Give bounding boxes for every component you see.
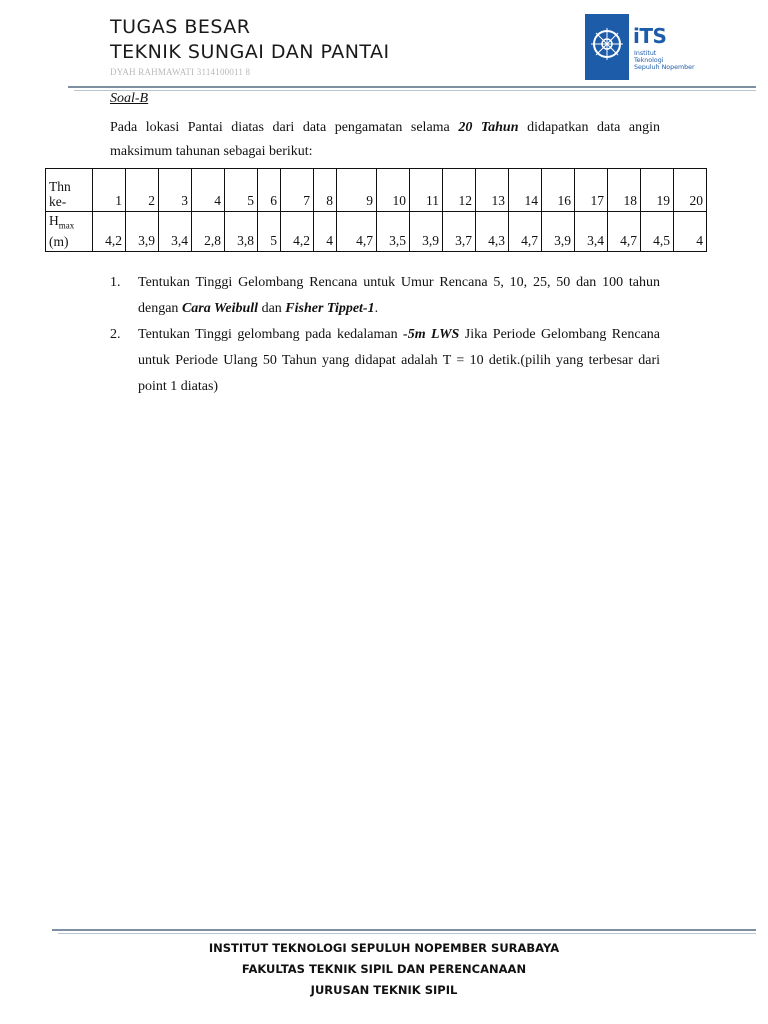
table-cell-year: 5 [225,169,258,212]
its-emblem-icon [585,14,629,80]
table-cell-hmax: 3,4 [575,212,608,252]
table-cell-year: 10 [377,169,410,212]
header-divider [68,86,756,88]
table-header-year: Thn ke- [46,169,93,212]
table-cell-hmax: 3,9 [126,212,159,252]
table-cell-hmax: 4 [314,212,337,252]
table-cell-year: 6 [258,169,281,212]
table-cell-year: 4 [192,169,225,212]
table-row-hmax [46,212,707,252]
table-cell-hmax: 3,9 [542,212,575,252]
wave-height-table [45,168,707,252]
table-cell-year: 18 [608,169,641,212]
table-row-years [46,169,707,212]
table-cell-hmax: 3,5 [377,212,410,252]
table-cell-hmax: 4,3 [476,212,509,252]
table-cell-hmax: 4,5 [641,212,674,252]
table-cell-hmax: 4,7 [608,212,641,252]
list-item: 1. Tentukan Tinggi Gelombang Rencana untuk Umur Rencana 5, 10, 25, 50 dan 100 tahun dengan Cara Weibull dan Fisher Tippet-1. [110,275,660,316]
table-cell-year: 19 [641,169,674,212]
footer-divider [52,929,756,931]
table-cell-year: 1 [93,169,126,212]
document-subtitle: TEKNIK SUNGAI DAN PANTAI [110,41,390,63]
table-cell-year: 2 [126,169,159,212]
list-item: 2. Tentukan Tinggi gelombang pada kedalaman -5m LWS Jika Periode Gelombang Rencana untuk Periode Ulang 50 Tahun yang didapat adalah T = 10 detik.(pilih yang terbesar dari point 1 diatas) [110,327,660,394]
table-cell-hmax: 3,9 [410,212,443,252]
document-title: TUGAS BESAR [110,16,251,38]
table-cell-year: 3 [159,169,192,212]
table-cell-hmax: 4,2 [93,212,126,252]
table-cell-year: 16 [542,169,575,212]
table-cell-year: 7 [281,169,314,212]
table-cell-hmax: 4,7 [337,212,377,252]
footer-faculty: FAKULTAS TEKNIK SIPIL DAN PERENCANAAN [241,962,527,976]
table-cell-hmax: 5 [258,212,281,252]
logo-brand: iTS [633,24,667,48]
table-cell-year: 20 [674,169,707,212]
table-cell-hmax: 3,7 [443,212,476,252]
table-cell-hmax: 4,7 [509,212,542,252]
its-logo [585,14,705,84]
table-cell-year: 13 [476,169,509,212]
intro-emphasis: 20 Tahun [458,120,519,135]
table-cell-year: 17 [575,169,608,212]
footer-divider-thin [58,933,756,934]
table-cell-hmax: 4 [674,212,707,252]
table-cell-year: 12 [443,169,476,212]
table-cell-year: 14 [509,169,542,212]
author-line: DYAH RAHMAWATI 3114100011 8 [110,67,251,77]
table-cell-hmax: 3,4 [159,212,192,252]
table-cell-year: 11 [410,169,443,212]
table-cell-year: 9 [337,169,377,212]
task-list [110,270,660,400]
footer-department: JURUSAN TEKNIK SIPIL [310,983,458,997]
footer-institution: INSTITUT TEKNOLOGI SEPULUH NOPEMBER SURABAYA [208,941,560,955]
intro-paragraph: Pada lokasi Pantai diatas dari data pengamatan selama 20 Tahun didapatkan data angin maksimum tahunan sebagai berikut: [110,120,661,159]
header-divider-thin [74,90,756,91]
section-label: Soal-B [110,91,149,106]
table-cell-year: 8 [314,169,337,212]
logo-institution: Institut Teknologi Sepuluh Nopember [634,50,695,71]
table-cell-hmax: 3,8 [225,212,258,252]
table-cell-hmax: 2,8 [192,212,225,252]
table-cell-hmax: 4,2 [281,212,314,252]
table-header-hmax: $H_{max}$ (m) [46,212,93,252]
